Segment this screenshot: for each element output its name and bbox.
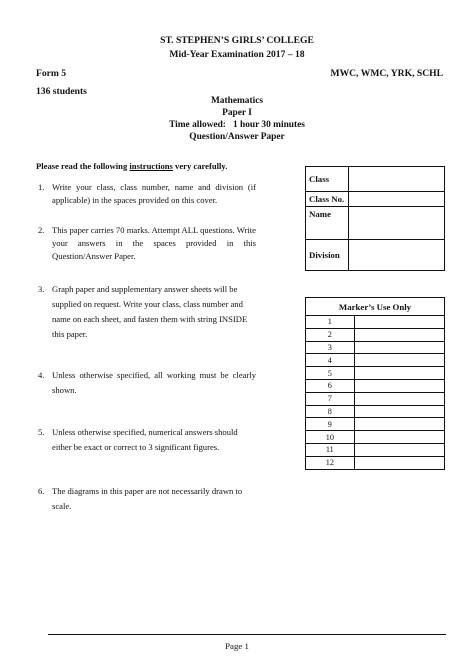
marker-header-row bbox=[306, 298, 445, 316]
question-number: 2 bbox=[306, 328, 355, 341]
instruction-text: Unless otherwise specified, all working must be clearly shown. bbox=[52, 370, 256, 395]
marker-row bbox=[306, 405, 445, 418]
question-number: 8 bbox=[306, 405, 355, 418]
division-row bbox=[306, 240, 445, 271]
footer-rule bbox=[48, 634, 446, 635]
marks-cell[interactable] bbox=[354, 316, 444, 329]
time-value: 1 hour 30 minutes bbox=[232, 120, 305, 130]
class-label: Class bbox=[306, 167, 349, 192]
class-no-label: Class No. bbox=[306, 192, 349, 207]
paper-type: Question/Answer Paper bbox=[189, 132, 285, 142]
class-field[interactable] bbox=[349, 167, 445, 192]
time-allowed bbox=[0, 120, 474, 130]
instruction-number: 1. bbox=[38, 182, 45, 192]
name-row bbox=[306, 207, 445, 240]
marks-cell[interactable] bbox=[354, 354, 444, 367]
name-label: Name bbox=[306, 207, 349, 240]
marks-cell[interactable] bbox=[354, 341, 444, 354]
time-label: Time allowed: bbox=[169, 120, 226, 130]
question-number: 9 bbox=[306, 418, 355, 431]
form-label: Form 5 bbox=[36, 68, 67, 79]
candidate-info-table bbox=[305, 166, 445, 271]
marks-cell[interactable] bbox=[354, 418, 444, 431]
marks-cell[interactable] bbox=[354, 367, 444, 380]
question-number: 1 bbox=[306, 316, 355, 329]
student-count: 136 students bbox=[36, 86, 87, 97]
instruction-text: Graph paper and supplementary answer sheets will be supplied on request. Write your class, class number and name on each sheet, and fasten them with string INSIDE this paper. bbox=[52, 284, 248, 339]
intro-after: very carefully. bbox=[172, 161, 228, 171]
marker-row bbox=[306, 379, 445, 392]
instruction-number: 5. bbox=[38, 427, 45, 437]
instruction-number: 4. bbox=[38, 370, 45, 380]
paper-number: Paper I bbox=[222, 108, 252, 118]
question-number: 3 bbox=[306, 341, 355, 354]
marks-cell[interactable] bbox=[354, 443, 444, 456]
instruction-text: Unless otherwise specified, numerical answers should either be exact or correct to 3 significant figures. bbox=[52, 427, 238, 452]
instruction-text: Write your class, class number, name and division (if applicable) in the spaces provided on this cover. bbox=[52, 182, 256, 205]
school-name: ST. STEPHEN’S GIRLS’ COLLEGE bbox=[160, 35, 314, 46]
subject-name: Mathematics bbox=[210, 96, 264, 106]
question-number: 11 bbox=[306, 443, 355, 456]
instruction-item bbox=[38, 425, 270, 455]
name-field[interactable] bbox=[349, 207, 445, 240]
class-row bbox=[306, 167, 445, 192]
instruction-item bbox=[38, 181, 270, 211]
page-number: Page 1 bbox=[225, 641, 249, 651]
question-number: 5 bbox=[306, 367, 355, 380]
instruction-text: The diagrams in this paper are not necessarily drawn to scale. bbox=[52, 486, 243, 511]
marker-row bbox=[306, 392, 445, 405]
marker-row bbox=[306, 316, 445, 329]
marker-row bbox=[306, 328, 445, 341]
question-number: 10 bbox=[306, 431, 355, 444]
instruction-item bbox=[38, 484, 270, 514]
instruction-number: 3. bbox=[38, 284, 45, 294]
division-label: Division bbox=[306, 240, 349, 271]
instruction-item bbox=[38, 368, 270, 398]
question-number: 7 bbox=[306, 392, 355, 405]
class-no-row bbox=[306, 192, 445, 207]
intro-emphasis: instructions bbox=[129, 161, 173, 171]
marker-row bbox=[306, 456, 445, 469]
marker-table bbox=[305, 297, 445, 470]
exam-title: Mid-Year Examination 2017 – 18 bbox=[169, 49, 305, 60]
question-number: 6 bbox=[306, 379, 355, 392]
instruction-number: 2. bbox=[38, 225, 45, 235]
instruction-number: 6. bbox=[38, 486, 45, 496]
marks-cell[interactable] bbox=[354, 456, 444, 469]
marker-row bbox=[306, 341, 445, 354]
instructions-intro bbox=[36, 160, 227, 173]
marker-body bbox=[306, 316, 445, 470]
class-no-field[interactable] bbox=[349, 192, 445, 207]
marks-cell[interactable] bbox=[354, 328, 444, 341]
marks-cell[interactable] bbox=[354, 431, 444, 444]
marker-row bbox=[306, 354, 445, 367]
instruction-text: This paper carries 70 marks. Attempt ALL questions. Write your answers in the spaces provided in this Question/Answer Paper. bbox=[52, 225, 256, 261]
marks-cell[interactable] bbox=[354, 392, 444, 405]
teacher-codes: MWC, WMC, YRK, SCHL bbox=[330, 68, 443, 79]
instruction-item bbox=[38, 224, 270, 268]
instruction-item bbox=[38, 282, 270, 342]
marker-row bbox=[306, 418, 445, 431]
marker-row bbox=[306, 443, 445, 456]
division-field[interactable] bbox=[349, 240, 445, 271]
question-number: 4 bbox=[306, 354, 355, 367]
intro-before: Please read the following bbox=[36, 161, 130, 171]
marks-cell[interactable] bbox=[354, 405, 444, 418]
question-number: 12 bbox=[306, 456, 355, 469]
marker-row bbox=[306, 367, 445, 380]
marker-title: Marker’s Use Only bbox=[306, 298, 445, 316]
marker-row bbox=[306, 431, 445, 444]
marks-cell[interactable] bbox=[354, 379, 444, 392]
